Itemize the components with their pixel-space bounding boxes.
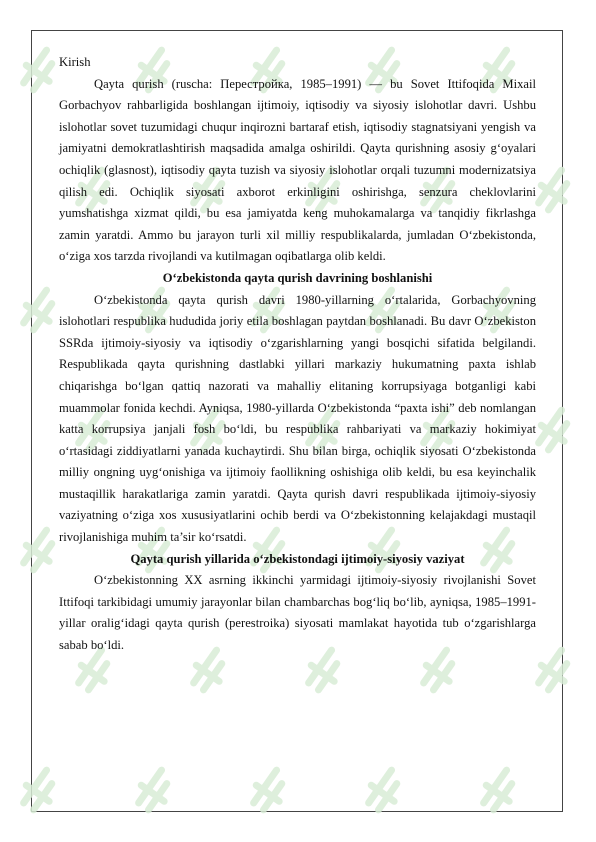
- section1-heading: O‘zbekistonda qayta qurish davrining boshlanishi: [162, 270, 433, 285]
- section1-paragraph: O‘zbekistonda qayta qurish davri 1980-yillarning o‘rtalarida, Gorbachyovning islohotlari respublika hududida joriy etila boshlagan paytdan boshlanadi. Bu davr O‘zbekiston SSRda ijtimoiy-siyosiy va iqtisodiy o‘zgarishlarning yangi bosqichi sifatida belgilandi. Respublikada qayta qurishning dastlabki yillari markaziy hukumatning paxta ishlab chiqarishga bo‘lgan qattiq nazorati va mahalliy elitaning korrupsiyaga botganligi kabi muammolar fonida kechdi. Ayniqsa, 1980-yillarda O‘zbekistonda “paxta ishi” deb nomlangan katta korrupsiya janjali fosh bo‘ldi, bu respublika rahbariyati va markaziy hokimiyat o‘rtasidagi ziddiyatlarni yanada kuchaytirdi. Shu bilan birga, ochiqlik siyosati O‘zbekistonda milliy ongning uyg‘onishiga va ijtimoiy faollikning oshishiga olib keldi, bu esa keyinchalik mustaqillik harakatlariga zamin yaratdi. Qayta qurish davri respublikada ijtimoiy-siyosiy vaziyatning o‘ziga xos xususiyatlarini ochib berdi va O‘zbekistonning kelajakdagi mustaqil rivojlanishiga muhim ta’sir ko‘rsatdi.: [59, 292, 536, 545]
- document-body: [59, 52, 536, 657]
- section2-paragraph: O‘zbekistonning XX asrning ikkinchi yarmidagi ijtimoiy-siyosiy rivojlanishi Sovet Ittifoqi tarkibidagi umumiy jarayonlar bilan chambarchas bog‘liq bo‘lib, ayniqsa, 1985–1991-yillar oralig‘idagi qayta qurish (perestroika) siyosati mamlakat hayotida tub o‘zgarishlarga sabab bo‘ldi.: [59, 573, 536, 653]
- section2-heading: Qayta qurish yillarida o‘zbekistondagi ijtimoiy-siyosiy vaziyat: [130, 551, 465, 566]
- intro-paragraph: Qayta qurish (ruscha: Перестройка, 1985–1991) — bu Sovet Ittifoqida Mixail Gorbachyov rahbarligida boshlangan ijtimoiy, iqtisodiy va siyosiy islohotlar davri. Ushbu islohotlar sovet tuzumidagi chuqur inqirozni bartaraf etish, iqtisodiy stagnatsiyani yengish va jamiyatni demokratlashtirish maqsadida amalga oshirildi. Qayta qurishning asosiy g‘oyalari ochiqlik (glasnost), iqtisodiy qayta tuzish va siyosiy islohotlar orqali tuzumni modernizatsiya qilish edi. Ochiqlik siyosati axborot erkinligini oshirishga, senzura cheklovlarini yumshatishga xizmat qildi, bu esa jamiyatda keng muhokamalarga va tanqidiy fikrlashga zamin yaratdi. Ammo bu jarayon turli xil milliy respublikalarda, jumladan O‘zbekistonda, o‘ziga xos tarzda rivojlandi va kutilmagan oqibatlarga olib keldi.: [59, 76, 536, 264]
- intro-heading: Kirish: [59, 55, 91, 69]
